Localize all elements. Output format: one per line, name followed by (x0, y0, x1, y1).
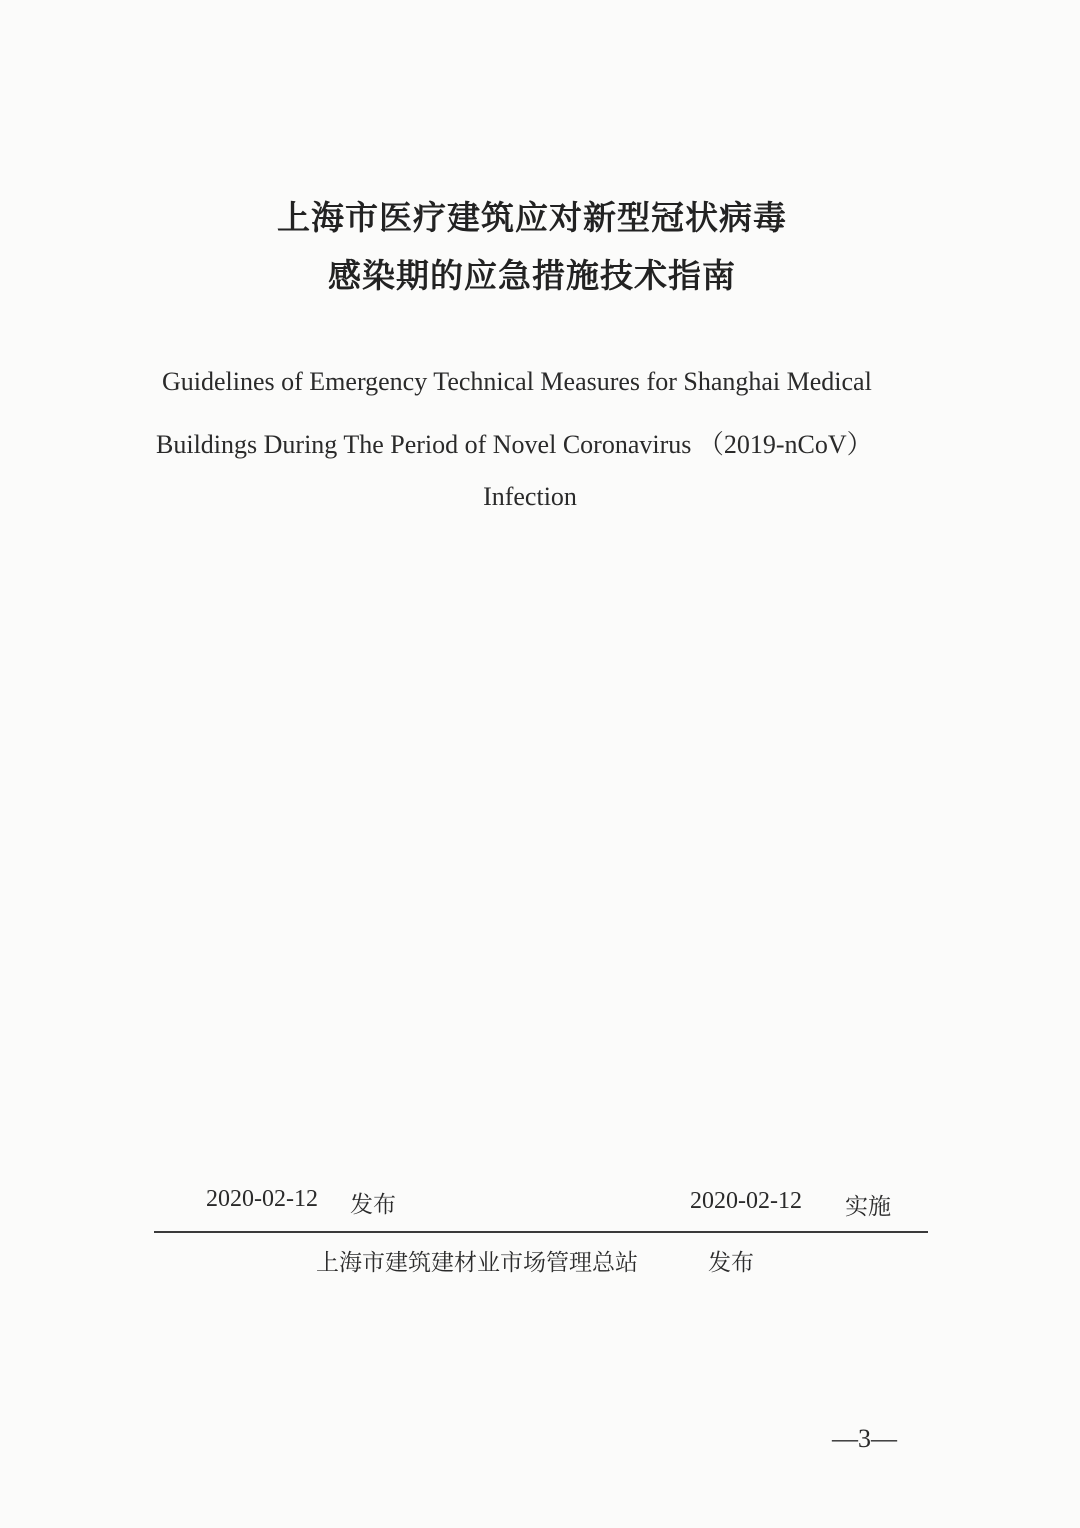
issuer-label: 发布 (708, 1250, 754, 1276)
title-cn-line2: 感染期的应急措施技术指南 (328, 256, 736, 295)
page-number: —3— (832, 1424, 897, 1453)
implement-label: 实施 (845, 1194, 891, 1220)
issuer-name: 上海市建筑建材业市场管理总站 (316, 1250, 638, 1276)
title-en-line3: Infection (483, 482, 577, 511)
title-cn-line1: 上海市医疗建筑应对新型冠状病毒 (277, 198, 787, 237)
title-en-line1: Guidelines of Emergency Technical Measures for Shanghai Medical (162, 367, 872, 396)
publish-label: 发布 (350, 1192, 396, 1218)
implement-date: 2020-02-12 (690, 1188, 802, 1214)
publish-date: 2020-02-12 (206, 1186, 318, 1212)
divider-rule (154, 1231, 928, 1233)
title-en-line2: Buildings During The Period of Novel Coronavirus （2019-nCoV） (156, 430, 873, 459)
